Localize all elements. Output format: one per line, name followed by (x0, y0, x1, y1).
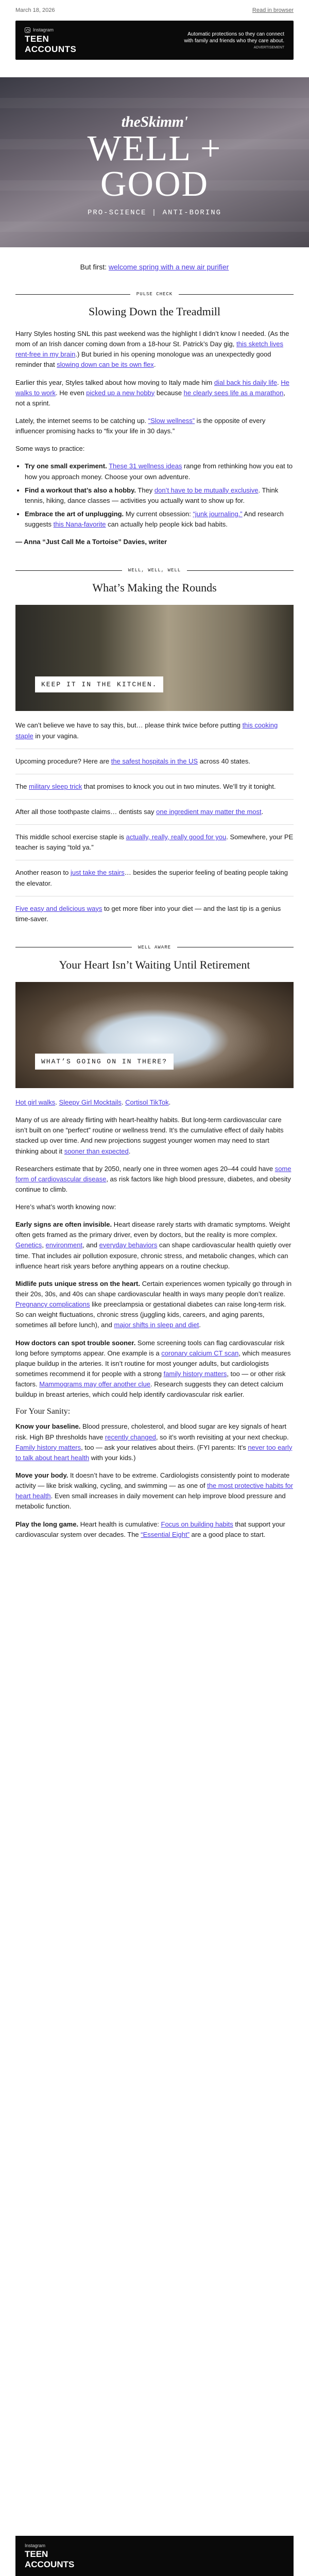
ad-teen-text: TEEN (25, 33, 49, 44)
bottom-advertisement[interactable] (15, 2536, 294, 2576)
hero-subtitle: PRO-SCIENCE | ANTI-BORING (87, 209, 222, 217)
ad-tagline: Automatic protections so they can connect with family and friends who they care about. (184, 31, 284, 44)
article-link[interactable]: this Nana-favorite (53, 520, 106, 529)
photo-caption: KEEP IT IN THE KITCHEN. (35, 676, 163, 692)
news-item: Upcoming procedure? Here are the safest hospitals in the US across 40 states. (15, 757, 250, 765)
hero-title-line1: WELL + (87, 129, 222, 168)
paragraph: Play the long game. Heart health is cumulative: Focus on building habits that support your cardiovascular system over decades. The “Essential Eight” are a good place to start. (15, 1520, 285, 1538)
ad-accounts-text: ACCOUNTS (25, 44, 77, 54)
top-advertisement[interactable] (15, 21, 294, 60)
article-link[interactable]: military sleep trick (29, 782, 82, 790)
ad-teen-text: TEEN (25, 2549, 48, 2559)
but-first-line: But first: welcome spring with a new air purifier (80, 263, 229, 271)
read-in-browser-link[interactable]: Read in browser (252, 7, 294, 13)
paragraph: Some ways to practice: (15, 445, 85, 453)
paragraph: Lately, the internet seems to be catching up. “Slow wellness” is the opposite of every influencer promising hacks to “fix your life in 30 days.” (15, 416, 266, 435)
instagram-icon (25, 27, 30, 33)
article-link[interactable]: picked up a new hobby (86, 388, 155, 397)
paragraph: Researchers estimate that by 2050, nearly one in three women ages 20–44 could have some form of cardiovascular disease, as risk factors like high blood pressure, diabetes, and obesity continue to climb. (15, 1164, 291, 1193)
issue-date: March 18, 2026 (15, 7, 55, 13)
article-link[interactable]: Sleepy Girl Mocktails (59, 1098, 122, 1106)
section-title-pulse: Slowing Down the Treadmill (88, 305, 221, 318)
news-item: Another reason to just take the stairs… besides the superior feeling of beating people taking the elevator. (15, 869, 288, 887)
for-your-sanity-heading: For Your Sanity: (15, 1407, 71, 1416)
trend-links: Hot girl walks. Sleepy Girl Mocktails. Cortisol TikTok. (15, 1098, 171, 1106)
article-link[interactable]: “junk journaling.” (193, 510, 243, 518)
email-topbar (0, 0, 309, 18)
article-link[interactable]: “Slow wellness” (148, 416, 195, 425)
article-link[interactable]: recently changed (105, 1433, 156, 1441)
section-header-well: WELL, WELL, WELL (15, 568, 294, 573)
ad-accounts-text: ACCOUNTS (25, 2560, 75, 2569)
article-link[interactable]: dial back his daily life (214, 378, 277, 386)
article-link[interactable]: he clearly sees life as a marathon (183, 388, 284, 397)
paragraph: Midlife puts unique stress on the heart. Certain experiences women typically go through in their 20s, 30s, and 40s can shape cardiovascular health in ways many people don’t realize. Pregnancy complications like preeclampsia or gestational diabetes can raise long-term risk. So can weight fluctuations, chronic stress (juggling kids, careers, and aging parents, sometimes all before lunch), and major shifts in sleep and diet. (15, 1279, 292, 1329)
paragraph: How doctors can spot trouble sooner. Some screening tools can flag cardiovascular risk long before symptoms appear. One example is a coronary calcium CT scan, which measures plaque buildup in the arteries. It isn’t routine for most younger adults, but cardiologists sometimes recommend it for people with a strong family history matters, too — or other risk factors. Mammograms may offer another clue. Research suggests they can detect calcium buildup in breast arteries, which could help identify cardiovascular risk earlier. (15, 1338, 291, 1399)
article-link[interactable]: Focus on building habits (161, 1520, 233, 1528)
ad-badge: ADVERTISEMENT (253, 46, 284, 49)
article-link[interactable]: coronary calcium CT scan (161, 1349, 239, 1357)
article-link[interactable]: one ingredient may matter the most (156, 807, 262, 816)
article-link[interactable]: just take the stairs (70, 869, 125, 877)
news-item: We can’t believe we have to say this, but… please think twice before putting this cooking staple in your vagina. (15, 721, 278, 740)
paragraph: Many of us are already flirting with heart-healthy habits. But long-term cardiovascular care isn’t built on one “perfect” routine or wellness trend. It’s the cumulative effect of daily habits stacked up over time. And new projections suggest younger women may need to start thinking about it sooner than expected. (15, 1116, 284, 1155)
hero-title-line2: GOOD (100, 164, 209, 204)
ad-logo (25, 27, 76, 54)
article-link[interactable]: slowing down can be its own flex (57, 361, 154, 369)
article-link[interactable]: He walks to work (15, 378, 289, 397)
instagram-label: Instagram (25, 2543, 46, 2548)
article-link[interactable]: Family history matters (15, 1443, 81, 1451)
divider (15, 799, 294, 800)
paragraph: Harry Styles hosting SNL this past weekend was the highlight I didn’t know I needed. (As the mom of an Irish dancer coming down from a 18-hour St. Patrick’s Day gig, this sketch lives rent-free in my brain.) But buried in his opening monologue was an unexpectedly good reminder that slowing down can be its own flex. (15, 330, 289, 369)
article-link[interactable]: some form of cardiovascular disease (15, 1164, 291, 1183)
article-link[interactable]: major shifts in sleep and diet (114, 1321, 199, 1329)
article-link[interactable]: These 31 wellness ideas (109, 462, 182, 470)
list-item: • Find a workout that’s also a hobby. They don’t have to be mutually exclusive. Think tennis, hiking, dance classes — activities you actually want to show up for. (25, 485, 294, 506)
article-link[interactable]: actually, really, really good for you (126, 833, 227, 841)
tips-list (25, 461, 294, 530)
article-link[interactable]: Hot girl walks (15, 1098, 56, 1106)
section-header-aware: WELL AWARE (15, 945, 294, 950)
article-link[interactable]: family history matters (163, 1370, 227, 1378)
article-link[interactable]: “Essential Eight” (141, 1530, 190, 1538)
section-title-well: What’s Making the Rounds (92, 581, 217, 595)
section-header-pulse: PULSE CHECK (15, 292, 294, 297)
air-purifier-link[interactable]: welcome spring with a new air purifier (108, 263, 229, 271)
article-link[interactable]: Pregnancy complications (15, 1300, 90, 1309)
article-link[interactable]: don’t have to be mutually exclusive (154, 486, 259, 494)
news-item: This middle school exercise staple is actually, really, really good for you. Somewhere, your PE teacher is saying “told ya.” (15, 833, 294, 852)
paragraph: Earlier this year, Styles talked about how moving to Italy made him dial back his daily life. He walks to work. He even picked up a new hobby because he clearly sees life as a marathon, not a sprint. (15, 378, 289, 407)
article-link[interactable]: the safest hospitals in the US (111, 757, 198, 765)
paragraph: Move your body. It doesn’t have to be extreme. Cardiologists consistently point to moderate activity — like brisk walking, cycling, and swimming — as one of the most protective habits for heart health. Even small increases in daily movement can help improve blood pressure and metabolic function. (15, 1471, 293, 1511)
hero-banner (0, 77, 309, 247)
pulse-body (0, 329, 309, 547)
article-link[interactable]: sooner than expected (64, 1147, 129, 1155)
writer-signoff: — Anna “Just Call Me a Tortoise” Davies, writer (15, 538, 167, 546)
article-link[interactable]: never too early to talk about heart health (15, 1443, 293, 1462)
brand-logo: theSkimm' (121, 113, 188, 130)
paragraph: Early signs are often invisible. Heart disease rarely starts with dramatic symptoms. Weight often gets framed as the primary driver, even by doctors, but the reality is more complex. Genetics, environment, and everyday behaviors can shape cardiovascular health quietly over time. That includes air pollution exposure, chronic stress, and metabolic changes, which can influence heart risk years before anything appears on a routine checkup. (15, 1221, 291, 1270)
section-title-aware: Your Heart Isn’t Waiting Until Retirement (59, 958, 250, 971)
news-item: Five easy and delicious ways to get more fiber into your diet — and the last tip is a genius time-saver. (15, 904, 281, 923)
news-item: The military sleep trick that promises to knock you out in two minutes. We’ll try it tonight. (15, 782, 276, 790)
photo-caption: WHAT’S GOING ON IN THERE? (35, 1054, 174, 1070)
paragraph: Here’s what’s worth knowing now: (15, 1203, 116, 1211)
article-link[interactable]: the most protective habits for heart health (15, 1482, 293, 1500)
instagram-label: Instagram (25, 27, 76, 33)
kitchen-photo[interactable] (15, 605, 294, 711)
list-item: • Embrace the art of unplugging. My current obsession: “junk journaling.” And research suggests this Nana-favorite can actually help people kick bad habits. (25, 509, 294, 530)
article-link[interactable]: environment (45, 1241, 83, 1249)
arch-photo[interactable] (15, 982, 294, 1088)
article-link[interactable]: Genetics (15, 1241, 42, 1249)
divider (15, 824, 294, 825)
article-link[interactable]: this cooking staple (15, 721, 278, 740)
list-item: • Try one small experiment. These 31 wellness ideas range from rethinking how you eat to how you approach money. Choose your own adventure. (25, 461, 294, 482)
article-link[interactable]: Cortisol TikTok (125, 1098, 169, 1106)
article-link[interactable]: everyday behaviors (99, 1241, 158, 1249)
sanity-body (0, 1421, 309, 1539)
aware-body (0, 1097, 309, 1400)
article-link[interactable]: Five easy and delicious ways (15, 904, 102, 912)
article-link[interactable]: this sketch lives rent-free in my brain (15, 340, 283, 359)
news-item: After all those toothpaste claims… dentists say one ingredient may matter the most. (15, 807, 264, 816)
article-link[interactable]: Mammograms may offer another clue (39, 1380, 151, 1388)
paragraph: Know your baseline. Blood pressure, cholesterol, and blood sugar are key signals of heart risk. High BP thresholds have recently changed, so it’s worth revisiting at your next checkup. Family history matters, too — ask your relatives about theirs. (FYI parents: It’s never too early to talk about heart health with your kids.) (15, 1422, 293, 1462)
